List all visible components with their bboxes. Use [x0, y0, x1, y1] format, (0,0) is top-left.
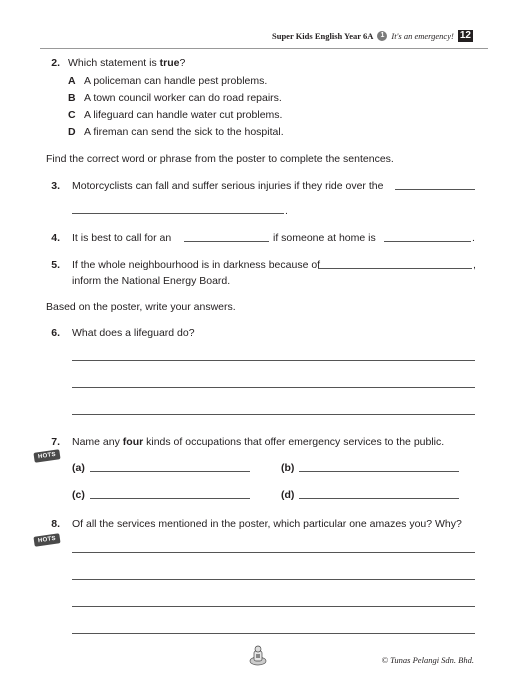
- question-7-text: [72, 436, 444, 448]
- comma: ,: [473, 259, 476, 271]
- section-instruction: Based on the poster, write your answers.: [46, 301, 236, 313]
- mascot-icon: [248, 644, 268, 666]
- option-letter: D: [68, 126, 76, 138]
- page-number: 12: [459, 30, 471, 41]
- answer-blank[interactable]: [395, 189, 475, 190]
- stem-emphasis: true: [159, 57, 180, 69]
- question-5-line1: If the whole neighbourhood is in darkness because of: [72, 259, 321, 271]
- option-letter: A: [68, 75, 76, 87]
- stem-text-end: ?: [179, 57, 186, 69]
- option-b[interactable]: [68, 92, 282, 104]
- question-4-part1: It is best to call for an: [72, 232, 172, 244]
- option-d[interactable]: [68, 126, 284, 138]
- option-text: A town council worker can do road repairs.: [84, 92, 282, 104]
- hots-badge-icon: HOTS: [33, 533, 60, 547]
- answer-label-b: (b): [281, 462, 295, 474]
- stem-text: Name any: [72, 436, 123, 448]
- answer-line[interactable]: [72, 387, 475, 388]
- answer-line[interactable]: [72, 414, 475, 415]
- answer-blank[interactable]: [299, 471, 459, 472]
- question-number: 3.: [51, 180, 60, 192]
- sentence-end: .: [285, 205, 288, 217]
- answer-blank[interactable]: [318, 268, 472, 269]
- answer-blank[interactable]: [299, 498, 459, 499]
- question-8-text: Of all the services mentioned in the poster, which particular one amazes you? Why?: [72, 518, 462, 530]
- option-a[interactable]: [68, 75, 267, 87]
- stem-text: Which statement is: [68, 57, 160, 69]
- section-instruction: Find the correct word or phrase from the poster to complete the sentences.: [46, 153, 394, 165]
- stem-text-end: kinds of occupations that offer emergency services to the public.: [143, 436, 445, 448]
- answer-label-d: (d): [281, 489, 295, 501]
- question-number: 2.: [51, 57, 60, 69]
- copyright-text: © Tunas Pelangi Sdn. Bhd.: [381, 655, 474, 665]
- hots-badge-icon: HOTS: [33, 449, 60, 463]
- answer-blank[interactable]: [384, 241, 471, 242]
- question-number: 5.: [51, 259, 60, 271]
- question-5-line2: inform the National Energy Board.: [72, 275, 231, 287]
- question-6-text: What does a lifeguard do?: [72, 327, 195, 339]
- answer-blank[interactable]: [184, 241, 269, 242]
- answer-line[interactable]: [72, 633, 475, 634]
- book-title: Super Kids English Year 6A: [272, 31, 374, 41]
- question-number: 6.: [51, 327, 60, 339]
- option-text: A lifeguard can handle water cut problems.: [84, 109, 283, 121]
- question-number: 7.: [51, 436, 60, 448]
- page-header: [272, 30, 473, 42]
- question-3-text: Motorcyclists can fall and suffer serious injuries if they ride over the: [72, 180, 384, 192]
- answer-label-c: (c): [72, 489, 85, 501]
- answer-blank[interactable]: [90, 471, 250, 472]
- answer-label-a: (a): [72, 462, 85, 474]
- answer-line[interactable]: [72, 606, 475, 607]
- unit-number-badge: 1: [377, 31, 387, 41]
- question-4-part2: if someone at home is: [273, 232, 376, 244]
- question-2-stem: [68, 57, 185, 69]
- question-number: 4.: [51, 232, 60, 244]
- answer-line[interactable]: [72, 360, 475, 361]
- answer-line[interactable]: [72, 579, 475, 580]
- option-letter: C: [68, 109, 76, 121]
- question-number: 8.: [51, 518, 60, 530]
- sentence-end: .: [472, 232, 475, 244]
- unit-topic: It's an emergency!: [391, 31, 454, 41]
- option-text: A policeman can handle pest problems.: [84, 75, 268, 87]
- answer-blank[interactable]: [72, 213, 284, 214]
- answer-line[interactable]: [72, 552, 475, 553]
- answer-blank[interactable]: [90, 498, 250, 499]
- stem-emphasis: four: [122, 436, 144, 448]
- option-letter: B: [68, 92, 76, 104]
- header-rule: [40, 48, 488, 49]
- option-text: A fireman can send the sick to the hospital.: [84, 126, 284, 138]
- option-c[interactable]: [68, 109, 282, 121]
